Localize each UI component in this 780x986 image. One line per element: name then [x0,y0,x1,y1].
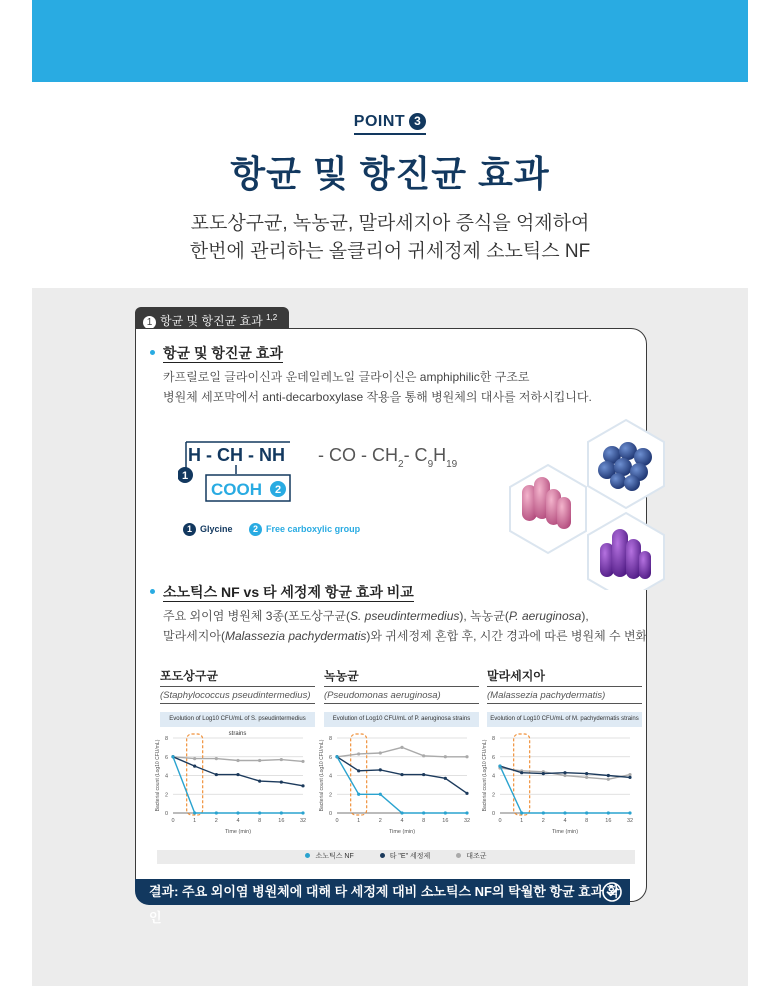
chart-title: 말라세지아 [487,667,642,687]
section2-line-1: 주요 외이염 병원체 3종(포도상구균(S. pseudintermedius), 녹농균(P. aeruginosa), [163,609,589,623]
highlight-box [187,734,203,815]
data-point [520,771,523,774]
x-tick-label: 2 [214,818,218,824]
y-tick-label: 2 [164,792,168,799]
check-circle-icon [601,881,623,903]
data-point [563,811,566,814]
section1-line-1: 카프릴로일 글라이신과 운데일레노일 글라이신은 amphiphilic한 구조로 [163,370,530,384]
y-tick-label: 6 [491,754,495,761]
molecule-structure [178,438,508,508]
data-point [357,752,360,755]
data-point [301,784,304,787]
data-point [444,755,447,758]
data-point [301,760,304,763]
section2-description [163,606,647,646]
chart-header-2 [324,667,479,727]
legend-item-sonotix: 소노틱스 NF [305,853,353,860]
x-tick-label: 4 [236,818,240,824]
card-tab-reference: 1,2 [266,313,278,322]
result-banner: 결과: 주요 외이염 병원체에 대해 타 세정제 대비 소노틱스 NF의 탁월한 항균 효과 확인 [135,879,630,905]
x-tick-label: 4 [400,818,404,824]
data-point [444,811,447,814]
y-axis-label: Bacterial count (Log10 CFU/mL) [155,739,161,812]
data-point [236,811,239,814]
staphylococcus-icon [588,420,664,508]
data-point [422,754,425,757]
chart-caption: Evolution of Log10 CFU/mL of S. pseudintermedius strains [160,712,315,727]
x-tick-label: 2 [378,818,382,824]
y-tick-label: 8 [164,736,168,742]
y-tick-label: 4 [491,773,495,780]
section1-title: 항균 및 항진균 효과 [150,343,283,363]
data-point [422,811,425,814]
chart-subtitle: (Pseudomonas aeruginosa) [324,690,479,704]
page-subtitle [0,210,780,266]
y-tick-label: 6 [328,754,332,761]
data-point [400,746,403,749]
y-tick-label: 6 [164,754,168,761]
section2-title: 소노틱스 NF vs 타 세정제 항균 효과 비교 [150,582,414,602]
data-point [628,773,631,776]
data-point [280,811,283,814]
subtitle-line-1: 포도상구균, 녹농균, 말라세지아 증식을 억제하여 [190,213,590,234]
card-tab [135,307,289,329]
data-point [607,811,610,814]
legend-marker-2: 2 [249,523,262,536]
y-axis-label: Bacterial count (Log10 CFU/mL) [482,739,488,812]
data-point [520,811,523,814]
data-point [335,755,338,758]
data-point [171,755,174,758]
line-chart-staphylococcus [150,730,312,838]
data-point [465,755,468,758]
chart-title: 포도상구균 [160,667,315,687]
data-point [628,776,631,779]
x-tick-label: 8 [422,818,426,824]
x-tick-label: 32 [463,818,471,824]
molecule-chain: - CO - $CH_2-$ $C_9H_{19}$ [318,445,458,470]
data-point [585,811,588,814]
x-tick-label: 1 [193,818,197,824]
x-tick-label: 4 [563,818,567,824]
x-tick-label: 8 [258,818,262,824]
data-point [215,757,218,760]
x-tick-label: 16 [442,818,449,824]
y-tick-label: 4 [328,773,332,780]
y-tick-label: 0 [491,811,495,817]
molecule-legend [183,523,360,536]
x-tick-label: 2 [541,818,545,824]
point-label [0,113,780,135]
y-tick-label: 8 [491,736,495,742]
data-point [498,765,501,768]
bacteria-illustrations [500,415,690,590]
chart-title: 녹농균 [324,667,479,687]
molecule-backbone: H - CH - NH [188,445,285,465]
data-point [193,757,196,760]
data-point [258,811,261,814]
legend-dot-icon [456,853,461,858]
chart-subtitle: (Staphylococcus pseudintermedius) [160,690,315,704]
marker-1-label: 1 [181,470,189,482]
data-point [193,765,196,768]
data-point [193,811,196,814]
x-tick-label: 32 [299,818,307,824]
x-tick-label: 1 [520,818,524,824]
data-point [607,774,610,777]
y-tick-label: 4 [164,773,168,780]
legend-glycine: Glycine [200,524,233,534]
x-axis-label: Time (min) [224,829,252,835]
y-axis-label: Bacterial count (Log10 CFU/mL) [319,739,325,812]
data-point [357,769,360,772]
legend-marker-1: 1 [183,523,196,536]
data-point [585,772,588,775]
series-legend [157,850,635,864]
card-tab-label: 항균 및 항진균 효과 [160,314,263,328]
data-point [301,811,304,814]
legend-item-control: 대조군 [456,853,486,860]
data-point [258,759,261,762]
bullet-dot-icon [150,589,155,594]
data-point [542,811,545,814]
data-point [215,811,218,814]
marker-2-label: 2 [274,484,282,496]
section2-line-2: 말라세지아(Malassezia pachydermatis)와 귀세정제 혼합 후, 시간 경과에 따른 병원체 수 변화 [163,629,648,643]
series-line [337,757,467,813]
data-point [563,771,566,774]
data-point [400,811,403,814]
x-axis-label: Time (min) [388,829,416,835]
chart-header-1 [160,667,315,737]
data-point [236,773,239,776]
data-point [585,776,588,779]
x-tick-label: 0 [171,818,175,824]
y-tick-label: 0 [164,811,168,817]
highlight-box [351,734,367,815]
data-point [215,773,218,776]
legend-dot-icon [305,853,310,858]
data-point [465,792,468,795]
subtitle-line-2: 한번에 관리하는 올클리어 귀세정제 소노틱스 NF [189,241,591,262]
x-tick-label: 1 [357,818,361,824]
x-tick-label: 0 [335,818,339,824]
data-point [280,780,283,783]
card-tab-number: 1 [143,316,156,329]
point-text: POINT [353,113,406,130]
data-point [563,774,566,777]
x-tick-label: 16 [605,818,612,824]
legend-dot-icon [380,853,385,858]
x-tick-label: 16 [278,818,285,824]
data-point [444,777,447,780]
chart-subtitle: (Malassezia pachydermatis) [487,690,642,704]
pseudomonas-icon [510,465,586,553]
y-tick-label: 2 [328,792,332,799]
bullet-dot-icon [150,350,155,355]
data-point [258,780,261,783]
page-title: 항균 및 항진균 효과 [230,153,550,194]
data-point [465,811,468,814]
highlight-box [514,734,530,815]
data-point [422,773,425,776]
section1-line-2: 병원체 세포막에서 anti-decarboxylase 작용을 통해 병원체의 대사를 저하시킵니다. [163,390,592,404]
data-point [542,772,545,775]
data-point [379,793,382,796]
data-point [379,768,382,771]
data-point [628,811,631,814]
section1-description [163,367,592,407]
chart-header-3 [487,667,642,727]
line-chart-pseudomonas [314,730,476,838]
legend-item-other-cleaner: 타 "E" 세정제 [380,853,431,860]
x-tick-label: 0 [498,818,502,824]
chart-caption: Evolution of Log10 CFU/mL of P. aeruginosa strains [324,712,479,727]
y-tick-label: 8 [328,736,332,742]
line-chart-malassezia [477,730,639,838]
legend-free-carboxylic: Free carboxylic group [266,524,361,534]
molecule-cooh: COOH [211,480,262,499]
data-point [379,751,382,754]
point-number: 3 [409,113,426,130]
data-point [400,773,403,776]
top-banner [32,0,748,82]
y-tick-label: 0 [328,811,332,817]
x-tick-label: 8 [585,818,589,824]
malassezia-icon [588,513,664,590]
chart-caption: Evolution of Log10 CFU/mL of M. pachydermatis strains [487,712,642,727]
data-point [280,758,283,761]
data-point [607,778,610,781]
x-tick-label: 32 [626,818,634,824]
y-tick-label: 2 [491,792,495,799]
data-point [236,759,239,762]
data-point [357,793,360,796]
x-axis-label: Time (min) [551,829,579,835]
